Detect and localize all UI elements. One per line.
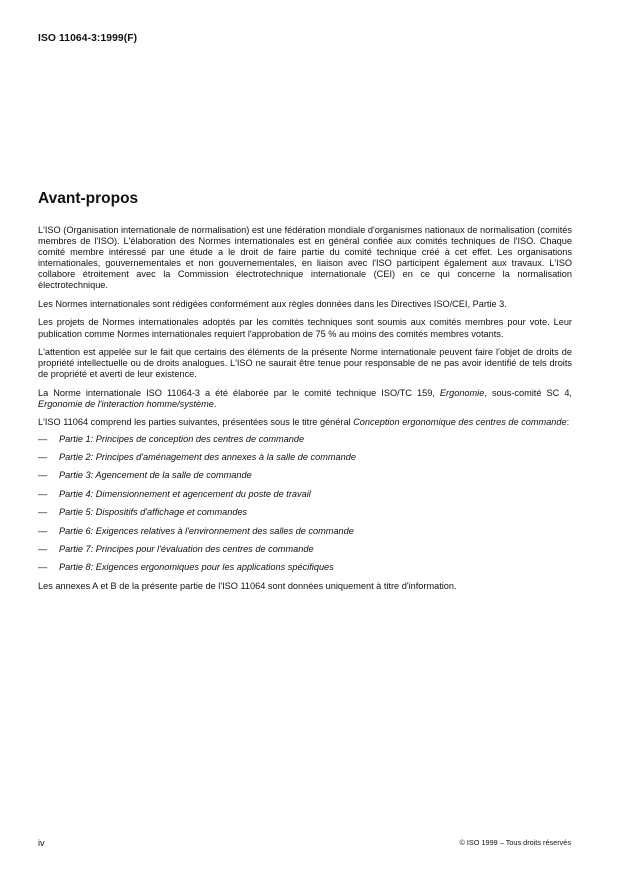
list-item-text: Partie 4: Dimensionnement et agencement du poste de travail [59, 488, 311, 499]
document-code: ISO 11064-3:1999(F) [38, 33, 138, 44]
paragraph-committee-text-b: , sous-comité SC 4, [484, 387, 572, 398]
paragraph-parts-intro-text-b: : [566, 417, 570, 428]
list-item-text: Partie 6: Exigences relatives à l'environnement des salles de commande [59, 525, 354, 536]
list-item [38, 434, 572, 445]
list-item [38, 489, 572, 500]
paragraph-iso-intro: L'ISO (Organisation internationale de normalisation) est une fédération mondiale d'organismes nationaux de normalisation (comités membres de l'ISO). L'élaboration des Normes internationales est en général confiée aux comités techniques de l'ISO. Chaque comité membre intéressé par une étude a le droit de faire partie du comité technique créé à cet effet. Les organisations internationales, gouvernementales et non gouvernementales, en liaison avec l'ISO participent également aux travaux. L'ISO collabore étroitement avec la Commission électrotechnique internationale (CEI) en ce qui concerne la normalisation électrotechnique. [38, 225, 572, 291]
list-item-text: Partie 3: Agencement de la salle de commande [59, 470, 252, 481]
section-title: Avant-propos [38, 190, 139, 207]
paragraph-parts-intro-text-a: L'ISO 11064 comprend les parties suivantes, présentées sous le titre général [38, 417, 354, 428]
list-item [38, 452, 572, 463]
paragraph-committee-text-a: La Norme internationale ISO 11064-3 a été élaborée par le comité technique ISO/TC 159, [38, 387, 440, 398]
list-dash: — [38, 451, 48, 462]
paragraph-patent-rights: L'attention est appelée sur le fait que certains des éléments de la présente Norme internationale peuvent faire l'objet de droits de propriété intellectuelle ou de droits analogues. L'ISO ne saurait être tenue pour responsable de ne pas avoir identifié de tels droits de propriété et averti de leur existence. [38, 347, 572, 380]
foreword-body [38, 225, 572, 599]
list-dash: — [38, 543, 48, 554]
paragraph-parts-intro [38, 417, 572, 428]
list-dash: — [38, 525, 48, 536]
list-item-text: Partie 1: Principes de conception des centres de commande [59, 433, 305, 444]
list-item [38, 526, 572, 537]
paragraph-approval: Les projets de Normes internationales adoptés par les comités techniques sont soumis aux comités membres pour vote. Leur publication comme Normes internationales requiert l'approbation de 75 % au moins des comités membres votants. [38, 317, 572, 339]
list-dash: — [38, 562, 48, 573]
paragraph-committee-text-c: . [213, 398, 217, 409]
paragraph-committee [38, 388, 572, 410]
list-item-text: Partie 7: Principes pour l'évaluation des centres de commande [59, 543, 314, 554]
paragraph-directives: Les Normes internationales sont rédigées conformément aux règles données dans les Directives ISO/CEI, Partie 3. [38, 298, 507, 309]
parts-list [38, 434, 572, 574]
list-dash: — [38, 433, 48, 444]
list-item [38, 470, 572, 481]
list-item [38, 544, 572, 555]
list-item [38, 507, 572, 518]
list-item-text: Partie 8: Exigences ergonomiques pour les applications spécifiques [59, 562, 334, 573]
paragraph-committee-italic-b: Ergonomie de l'interaction homme/système [38, 398, 214, 409]
copyright-notice: © ISO 1999 – Tous droits réservés [459, 838, 571, 847]
list-dash: — [38, 507, 48, 518]
list-item [38, 562, 572, 573]
page-number: iv [38, 838, 45, 848]
list-item-text: Partie 5: Dispositifs d'affichage et commandes [59, 507, 248, 518]
paragraph-parts-intro-italic: Conception ergonomique des centres de commande [353, 417, 567, 428]
list-item-text: Partie 2: Principes d'aménagement des annexes à la salle de commande [59, 451, 356, 462]
paragraph-committee-italic-a: Ergonomie [439, 387, 485, 398]
list-dash: — [38, 470, 48, 481]
list-dash: — [38, 488, 48, 499]
paragraph-annexes: Les annexes A et B de la présente partie de l'ISO 11064 sont données uniquement à titre d'information. [38, 580, 457, 591]
